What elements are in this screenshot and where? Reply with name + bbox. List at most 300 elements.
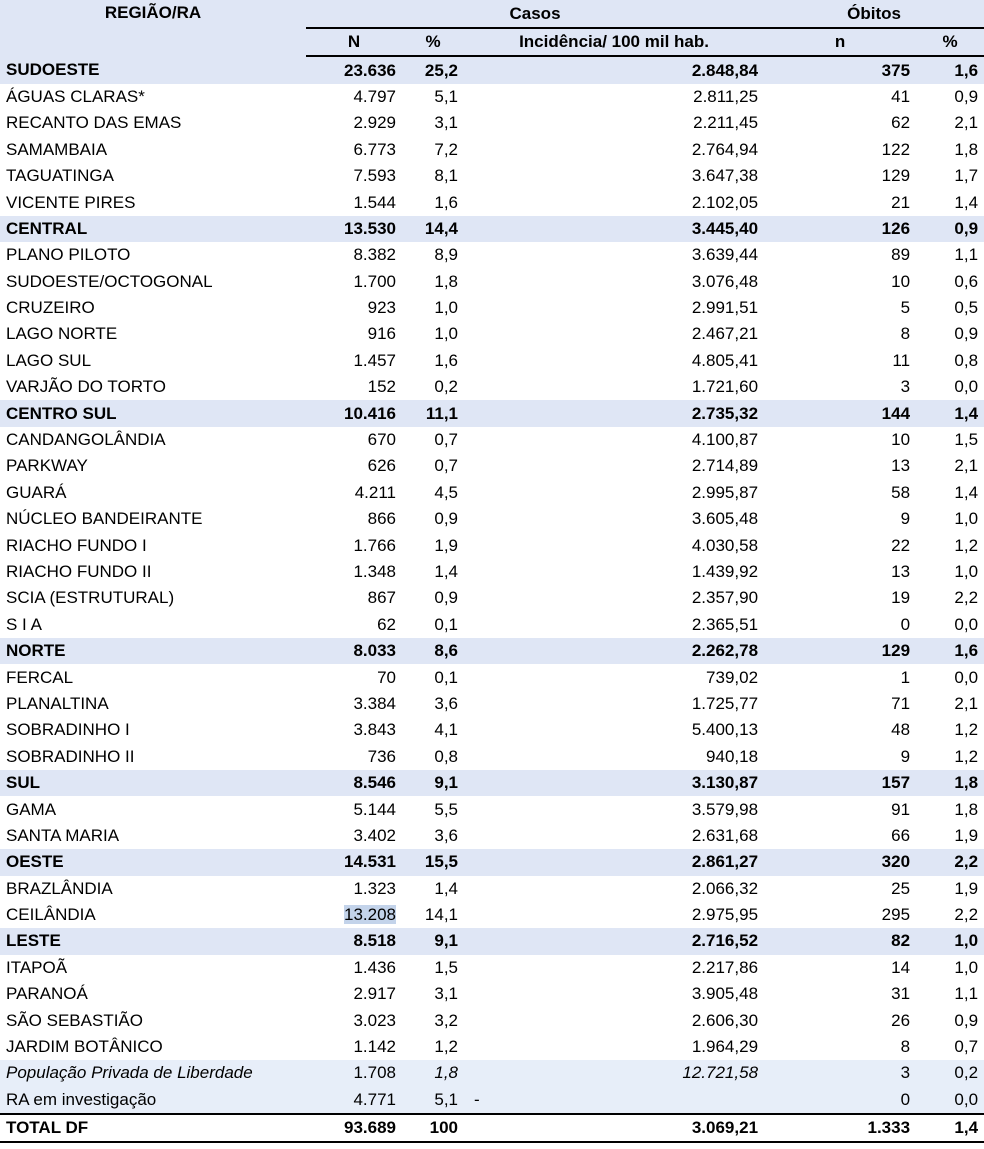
deaths-pct-cell (916, 876, 984, 902)
deaths-n-cell-value: 91 (891, 799, 911, 819)
cases-n-cell (306, 189, 402, 215)
cases-pct-cell (402, 269, 464, 295)
deaths-pct-cell-value: 1,9 (954, 825, 979, 845)
row-name-cell-value: NÚCLEO BANDEIRANTE (6, 509, 203, 529)
deaths-n-cell-value: 3 (900, 377, 911, 397)
deaths-pct-cell (916, 1060, 984, 1086)
cases-n-cell (306, 295, 402, 321)
cases-pct-cell (402, 770, 464, 796)
table-row (0, 137, 984, 163)
row-name-cell (0, 612, 306, 638)
row-name-cell-value: VICENTE PIRES (6, 192, 136, 212)
row-name-cell-value: SUDOESTE/OCTOGONAL (6, 271, 213, 291)
cases-n-cell (306, 612, 402, 638)
cases-n-cell (306, 453, 402, 479)
incidence-cell-value: 2.811,25 (693, 86, 759, 106)
deaths-n-cell-value: 21 (891, 192, 911, 212)
cases-n-cell (306, 664, 402, 690)
table-body (0, 56, 984, 1142)
deaths-n-cell-value: 10 (891, 271, 911, 291)
deaths-pct-cell (916, 955, 984, 981)
cases-n-cell-value: 4.797 (353, 86, 396, 106)
incidence-cell-value: 2.991,51 (691, 298, 759, 318)
deaths-n-cell (764, 506, 916, 532)
row-name-cell-value: OESTE (6, 852, 64, 872)
deaths-pct-cell-value: 0,5 (954, 298, 979, 318)
deaths-n-cell (764, 638, 916, 664)
incidence-cell (464, 1034, 764, 1060)
incidence-cell (464, 664, 764, 690)
table-row (0, 796, 984, 822)
table-row (0, 506, 984, 532)
deaths-pct-cell (916, 559, 984, 585)
cases-n-cell-value: 13.530 (344, 218, 396, 238)
incidence-cell-value: 4.100,87 (691, 430, 759, 450)
incidence-cell-value: 2.716,52 (691, 931, 759, 951)
row-name-cell-value: CENTRO SUL (6, 403, 117, 423)
row-name-cell (0, 374, 306, 400)
cases-n-cell (306, 84, 402, 110)
cases-pct-cell-value: 8,1 (434, 166, 458, 186)
deaths-pct-cell (916, 796, 984, 822)
cases-pct-cell-value: 0,2 (434, 377, 458, 397)
cases-pct-cell-value: 15,5 (424, 852, 458, 872)
incidence-cell-value: 4.805,41 (691, 350, 759, 370)
row-name-cell (0, 1034, 306, 1060)
deaths-pct-cell (916, 295, 984, 321)
cases-n-cell-value: 2.929 (353, 113, 396, 133)
cases-pct-cell-value: 9,1 (434, 773, 458, 793)
deaths-pct-cell-value: 2,2 (954, 588, 979, 608)
cases-pct-cell-value: 1,9 (434, 535, 458, 555)
incidence-cell (464, 1060, 764, 1086)
cases-n-cell-value: 1.700 (353, 271, 396, 291)
deaths-pct-cell (916, 480, 984, 506)
deaths-pct-cell-value: 1,5 (954, 430, 979, 450)
deaths-pct-cell-value: 1,0 (954, 957, 979, 977)
cases-pct-cell (402, 189, 464, 215)
row-name-cell-value: TAGUATINGA (6, 166, 114, 186)
incidence-cell-value: 5.400,13 (691, 720, 759, 740)
cases-pct-cell-value: 100 (429, 1118, 458, 1138)
table-row (0, 295, 984, 321)
cases-pct-cell-value: 1,6 (434, 350, 458, 370)
cases-pct-cell (402, 400, 464, 426)
cases-pct-cell-value: 0,1 (434, 667, 458, 687)
cases-pct-cell (402, 744, 464, 770)
deaths-pct-cell-value: 1,0 (954, 562, 979, 581)
deaths-pct-cell-value: 1,1 (954, 984, 979, 1004)
table-row (0, 744, 984, 770)
cases-pct-cell-value: 1,8 (434, 271, 458, 291)
deaths-n-cell (764, 823, 916, 849)
cases-pct-cell-value: 4,1 (434, 720, 458, 740)
casos-header: Casos (306, 0, 764, 28)
row-name-cell (0, 427, 306, 453)
incidence-cell-value: 1.439,92 (691, 562, 759, 581)
deaths-pct-cell (916, 928, 984, 954)
cases-pct-cell-value: 5,5 (434, 799, 458, 819)
incidence-cell (464, 84, 764, 110)
cases-n-cell (306, 876, 402, 902)
cases-n-cell (306, 585, 402, 611)
deaths-n-cell (764, 242, 916, 268)
deaths-pct-cell (916, 902, 984, 928)
deaths-n-cell (764, 796, 916, 822)
cases-n-cell-value: 1.436 (353, 957, 396, 977)
row-name-cell (0, 876, 306, 902)
cases-n-cell (306, 955, 402, 981)
deaths-pct-cell (916, 163, 984, 189)
deaths-n-cell (764, 559, 916, 585)
table-row (0, 163, 984, 189)
row-name-cell (0, 691, 306, 717)
cases-pct-cell-value: 5,1 (434, 86, 458, 106)
incidence-cell-value: 1.964,29 (691, 1037, 759, 1057)
cases-n-cell (306, 110, 402, 136)
incidence-cell-value: 739,02 (706, 667, 759, 687)
cases-pct-cell-value: 1,4 (434, 878, 458, 898)
deaths-pct-cell-value: 1,0 (954, 509, 979, 529)
table-row (0, 955, 984, 981)
cases-n-cell-value: 1.142 (353, 1037, 396, 1057)
cases-n-cell-value: 916 (367, 324, 396, 344)
row-name-cell-value: População Privada de Liberdade (6, 1063, 253, 1083)
incidence-cell-value: 2.714,89 (691, 456, 759, 476)
incidence-cell-value: 2.735,32 (691, 403, 759, 423)
cases-n-cell-value: 13.208 (344, 905, 396, 925)
deaths-pct-cell (916, 374, 984, 400)
table-row (0, 453, 984, 479)
incidence-cell (464, 902, 764, 928)
incidence-cell (464, 796, 764, 822)
deaths-pct-cell-value: 1,8 (954, 139, 979, 159)
cases-n-cell-value: 5.144 (353, 799, 396, 819)
deaths-pct-cell-value: 1,7 (954, 166, 979, 186)
deaths-pct-cell (916, 981, 984, 1007)
incidence-cell (464, 321, 764, 347)
deaths-n-cell (764, 928, 916, 954)
cases-pct-cell-value: 3,1 (434, 984, 458, 1004)
row-name-cell-value: GUARÁ (6, 482, 67, 502)
cases-n-cell (306, 559, 402, 585)
cases-n-cell (306, 691, 402, 717)
cases-pct-cell-value: 8,6 (434, 641, 458, 661)
incidence-cell (464, 110, 764, 136)
incidence-cell (464, 400, 764, 426)
deaths-pct-cell (916, 1007, 984, 1033)
incidence-cell-value: 3.905,48 (691, 984, 759, 1004)
cases-pct-cell (402, 216, 464, 242)
deaths-n-cell-value: 82 (891, 931, 911, 951)
cases-n-cell-value: 1.708 (353, 1063, 396, 1083)
deaths-n-cell-value: 14 (891, 957, 911, 977)
deaths-n-cell (764, 981, 916, 1007)
row-name-cell-value: BRAZLÂNDIA (6, 878, 113, 898)
deaths-pct-cell-value: 0,9 (954, 1010, 979, 1030)
cases-pct-cell (402, 928, 464, 954)
deaths-pct-cell (916, 137, 984, 163)
row-name-cell (0, 400, 306, 426)
incidence-cell-value: 1.725,77 (691, 693, 759, 713)
cases-n-cell-value: 8.382 (353, 245, 396, 265)
cases-pct-cell-value: 25,2 (424, 60, 458, 80)
cases-pct-cell-value: 1,0 (434, 324, 458, 344)
table-row (0, 823, 984, 849)
deaths-n-cell (764, 1034, 916, 1060)
deaths-pct-cell (916, 56, 984, 83)
deaths-n-cell-value: 48 (891, 720, 911, 740)
row-name-cell (0, 321, 306, 347)
deaths-n-cell (764, 189, 916, 215)
row-name-cell-value: RA em investigação (6, 1089, 157, 1109)
cases-n-cell-value: 867 (367, 588, 396, 608)
cases-pct-cell (402, 84, 464, 110)
deaths-pct-cell (916, 400, 984, 426)
deaths-pct-cell-value: 0,9 (954, 218, 979, 238)
deaths-pct-cell-value: 1,1 (954, 245, 979, 265)
deaths-pct-cell-value: 1,4 (954, 1118, 979, 1138)
cases-n-cell-value: 2.917 (353, 984, 396, 1004)
deaths-n-cell (764, 374, 916, 400)
deaths-n-cell (764, 427, 916, 453)
table-row (0, 691, 984, 717)
cases-pct-cell (402, 321, 464, 347)
deaths-n-cell-value: 26 (891, 1010, 911, 1030)
incidence-cell-value: 4.030,58 (691, 535, 759, 555)
cases-n-cell (306, 400, 402, 426)
row-name-cell-value: RECANTO DAS EMAS (6, 113, 182, 133)
cases-n-cell-value: 736 (367, 746, 396, 766)
incidence-cell (464, 269, 764, 295)
deaths-pct-cell (916, 585, 984, 611)
deaths-pct-cell-value: 0,0 (954, 1089, 979, 1109)
incidence-cell-value: 2.764,94 (691, 139, 759, 159)
cases-pct-cell-value: 3,1 (434, 113, 458, 133)
cases-n-cell-value: 70 (377, 667, 396, 687)
deaths-pct-cell (916, 269, 984, 295)
incidence-cell (464, 506, 764, 532)
cases-pct-cell-value: 1,2 (434, 1037, 458, 1057)
table-row (0, 480, 984, 506)
deaths-n-cell-value: 3 (900, 1063, 911, 1083)
cases-pct-cell-value: 9,1 (434, 931, 458, 951)
deaths-n-cell-value: 9 (900, 509, 911, 529)
incidence-cell-value: 2.631,68 (691, 825, 759, 845)
pct-obitos-header: % (916, 28, 984, 56)
table-row (0, 664, 984, 690)
cases-pct-cell-value: 0,9 (434, 509, 458, 529)
cases-n-cell-value: 3.023 (353, 1010, 396, 1030)
deaths-pct-cell-value: 0,7 (954, 1037, 979, 1057)
row-name-cell-value: SAMAMBAIA (6, 139, 108, 159)
deaths-n-cell-value: 129 (881, 641, 911, 661)
deaths-n-cell (764, 585, 916, 611)
row-name-cell (0, 664, 306, 690)
cases-pct-cell (402, 717, 464, 743)
cases-n-cell-value: 8.518 (353, 931, 396, 951)
deaths-n-cell (764, 955, 916, 981)
table-row (0, 374, 984, 400)
cases-pct-cell-value: 0,9 (434, 588, 458, 608)
table-row (0, 348, 984, 374)
incidence-cell (464, 374, 764, 400)
cases-n-cell-value: 1.323 (353, 878, 396, 898)
cases-pct-cell (402, 981, 464, 1007)
incidence-cell (464, 612, 764, 638)
deaths-pct-cell (916, 717, 984, 743)
region-header: REGIÃO/RA (0, 0, 306, 56)
deaths-pct-cell-value: 0,2 (954, 1063, 979, 1083)
deaths-pct-cell-value: 2,2 (954, 852, 979, 872)
cases-pct-cell-value: 5,1 (434, 1089, 458, 1109)
deaths-n-cell-value: 1.333 (867, 1118, 911, 1138)
deaths-pct-cell-value: 1,2 (954, 535, 979, 555)
cases-pct-cell (402, 506, 464, 532)
cases-n-cell (306, 638, 402, 664)
cases-pct-cell (402, 638, 464, 664)
cases-n-cell-value: 8.546 (353, 773, 396, 793)
row-name-cell (0, 1060, 306, 1086)
cases-n-cell-value: 1.766 (353, 535, 396, 555)
incidence-cell (464, 427, 764, 453)
row-name-cell (0, 56, 306, 83)
incidence-cell-value: 2.467,21 (691, 324, 759, 344)
deaths-n-cell (764, 216, 916, 242)
table-row (0, 269, 984, 295)
row-name-cell (0, 480, 306, 506)
incidence-cell (464, 453, 764, 479)
incidence-cell-value: 2.995,87 (691, 482, 759, 502)
deaths-n-cell (764, 348, 916, 374)
row-name-cell (0, 453, 306, 479)
incidence-cell (464, 1114, 764, 1142)
cases-n-cell-value: 3.384 (353, 693, 396, 713)
deaths-pct-cell (916, 1034, 984, 1060)
cases-pct-cell (402, 559, 464, 585)
cases-pct-cell (402, 691, 464, 717)
deaths-n-cell-value: 0 (900, 614, 911, 634)
row-name-cell (0, 84, 306, 110)
cases-pct-cell (402, 1007, 464, 1033)
deaths-pct-cell (916, 770, 984, 796)
deaths-n-cell (764, 110, 916, 136)
deaths-pct-cell-value: 0,0 (954, 377, 979, 397)
row-name-cell (0, 163, 306, 189)
incidence-cell (464, 876, 764, 902)
row-name-cell (0, 242, 306, 268)
cases-n-cell-value: 670 (367, 430, 396, 450)
deaths-n-cell-value: 8 (900, 324, 911, 344)
cases-n-cell-value: 1.457 (353, 350, 396, 370)
row-name-cell-value: JARDIM BOTÂNICO (6, 1037, 163, 1057)
row-name-cell (0, 585, 306, 611)
incidence-cell (464, 348, 764, 374)
deaths-n-cell-value: 375 (881, 60, 911, 80)
cases-n-cell (306, 928, 402, 954)
cases-n-cell (306, 770, 402, 796)
row-name-cell-value: CEILÂNDIA (6, 905, 96, 925)
cases-pct-cell-value: 1,6 (434, 192, 458, 212)
incidence-cell (464, 1087, 764, 1114)
table-row (0, 242, 984, 268)
incidence-cell (464, 691, 764, 717)
table-row (0, 189, 984, 215)
incidence-cell (464, 163, 764, 189)
cases-n-cell (306, 532, 402, 558)
cases-pct-cell (402, 849, 464, 875)
deaths-pct-cell-value: 0,0 (954, 614, 979, 634)
cases-n-cell (306, 242, 402, 268)
deaths-pct-cell-value: 0,9 (954, 86, 979, 106)
row-name-cell (0, 955, 306, 981)
deaths-pct-cell-value: 1,6 (954, 60, 979, 80)
table-row (0, 84, 984, 110)
deaths-n-cell-value: 126 (881, 218, 911, 238)
row-name-cell-value: LESTE (6, 931, 61, 951)
cases-n-cell-value: 4.771 (353, 1089, 396, 1109)
cases-n-cell-value: 93.689 (344, 1118, 396, 1138)
deaths-n-cell (764, 876, 916, 902)
incidence-cell-value: 3.445,40 (691, 218, 759, 238)
deaths-n-cell (764, 717, 916, 743)
deaths-n-cell-value: 11 (892, 350, 911, 370)
deaths-n-cell (764, 770, 916, 796)
row-name-cell-value: PARANOÁ (6, 984, 88, 1004)
row-name-cell (0, 532, 306, 558)
deaths-pct-cell (916, 348, 984, 374)
table-row (0, 1007, 984, 1033)
cases-pct-cell-value: 1,4 (434, 562, 458, 581)
cases-pct-cell-value: 3,2 (434, 1010, 458, 1030)
incidence-cell-value: 3.639,44 (691, 245, 759, 265)
cases-pct-cell (402, 532, 464, 558)
table-row (0, 717, 984, 743)
cases-pct-cell (402, 374, 464, 400)
deaths-n-cell-value: 13 (891, 562, 911, 581)
deaths-n-cell (764, 400, 916, 426)
deaths-pct-cell (916, 242, 984, 268)
deaths-pct-cell (916, 612, 984, 638)
n-obitos-header: n (764, 28, 916, 56)
deaths-pct-cell (916, 506, 984, 532)
row-name-cell (0, 638, 306, 664)
incidence-cell-value: 2.861,27 (691, 852, 759, 872)
incidence-cell (464, 823, 764, 849)
row-name-cell (0, 744, 306, 770)
deaths-pct-cell-value: 1,8 (954, 799, 979, 819)
deaths-n-cell (764, 612, 916, 638)
deaths-pct-cell (916, 453, 984, 479)
cases-pct-cell-value: 14,1 (424, 905, 458, 925)
cases-n-cell-value: 3.402 (353, 825, 396, 845)
incidence-cell-value: 2.357,90 (691, 588, 759, 608)
deaths-n-cell (764, 56, 916, 83)
deaths-n-cell-value: 9 (900, 746, 911, 766)
cases-n-cell (306, 374, 402, 400)
cases-n-cell (306, 1114, 402, 1142)
table-row (0, 321, 984, 347)
row-name-cell (0, 216, 306, 242)
deaths-pct-cell (916, 532, 984, 558)
row-name-cell-value: PLANO PILOTO (6, 245, 131, 265)
cases-n-cell (306, 902, 402, 928)
deaths-n-cell-value: 89 (891, 245, 911, 265)
deaths-n-cell-value: 157 (881, 773, 911, 793)
incidence-cell-value: 940,18 (706, 746, 759, 766)
obitos-header: Óbitos (764, 0, 984, 28)
cases-pct-cell (402, 56, 464, 83)
